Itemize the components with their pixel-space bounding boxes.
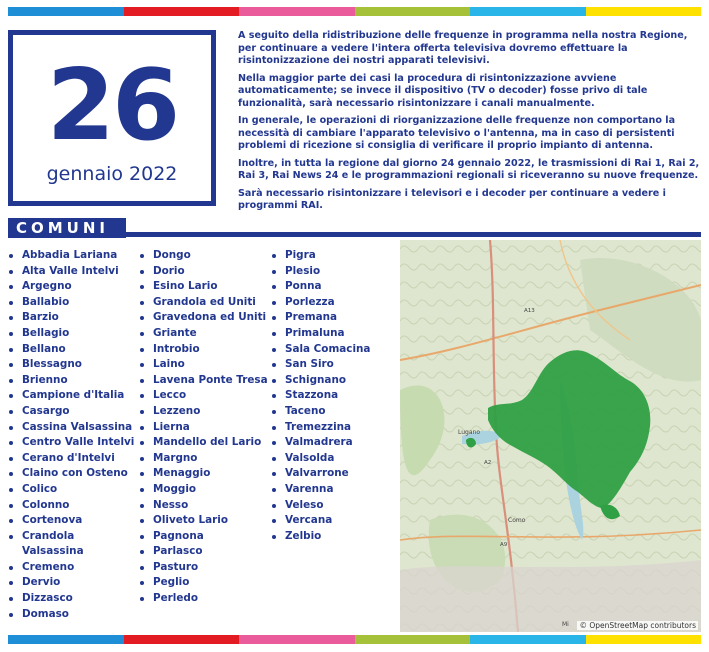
comune-item: Varenna — [271, 482, 370, 498]
comune-item: Lecco — [139, 388, 268, 404]
comuni-list-column-1 — [8, 248, 134, 622]
comune-item: Taceno — [271, 404, 370, 420]
comune-item: Dervio — [8, 575, 134, 591]
comune-item: San Siro — [271, 357, 370, 373]
map-label: A9 — [500, 542, 508, 548]
comuni-list-column-3 — [271, 248, 370, 544]
stripe-segment — [8, 635, 124, 644]
intro-paragraph: Inoltre, in tutta la regione dal giorno 24 gennaio 2022, le trasmissioni di Rai 1, Rai 2, Rai 3, Rai News 24 e le programmazioni regionali si riceveranno su nuove frequenze. — [238, 157, 700, 181]
bottom-color-stripe — [8, 635, 701, 644]
comuni-list-column-2 — [139, 248, 268, 607]
map-label: Lugano — [458, 429, 480, 436]
map-label: A13 — [524, 308, 535, 314]
comune-item: Dorio — [139, 264, 268, 280]
comune-item: Veleso — [271, 498, 370, 514]
comune-item: Margno — [139, 451, 268, 467]
comune-item: Perledo — [139, 591, 268, 607]
stripe-segment — [470, 635, 586, 644]
stripe-segment — [124, 7, 240, 16]
comune-item: Bellagio — [8, 326, 134, 342]
comune-item: Moggio — [139, 482, 268, 498]
stripe-segment — [124, 635, 240, 644]
comune-item: Bellano — [8, 342, 134, 358]
map-label: Como — [508, 517, 526, 524]
map-label: A2 — [484, 460, 492, 466]
comune-item: Cerano d'Intelvi — [8, 451, 134, 467]
comune-item: Griante — [139, 326, 268, 342]
comune-item: Grandola ed Uniti — [139, 295, 268, 311]
comuni-header — [8, 218, 701, 238]
comune-item: Dongo — [139, 248, 268, 264]
comune-item: Porlezza — [271, 295, 370, 311]
comune-item: Plesio — [271, 264, 370, 280]
comune-item: Gravedona ed Uniti — [139, 310, 268, 326]
comune-item: Ponna — [271, 279, 370, 295]
stripe-segment — [239, 7, 355, 16]
comune-item: Lierna — [139, 420, 268, 436]
comune-item: Campione d'Italia — [8, 388, 134, 404]
stripe-segment — [470, 7, 586, 16]
comune-item: Blessagno — [8, 357, 134, 373]
stripe-segment — [239, 635, 355, 644]
comune-item: Lavena Ponte Tresa — [139, 373, 268, 389]
date-box — [8, 30, 216, 206]
comune-item: Parlasco — [139, 544, 268, 560]
comune-item: Colico — [8, 482, 134, 498]
top-color-stripe — [8, 7, 701, 16]
header-rule — [126, 232, 701, 237]
comune-item: Stazzona — [271, 388, 370, 404]
comune-item: Valsolda — [271, 451, 370, 467]
intro-paragraph: A seguito della ridistribuzione delle frequenze in programma nella nostra Regione, per continuare a vedere l'intera offerta televisiva dovremo effettuare la risintonizzazione dei nostri apparati televisivi. — [238, 30, 688, 66]
comune-item: Primaluna — [271, 326, 370, 342]
comune-item: Alta Valle Intelvi — [8, 264, 134, 280]
comune-item: Casargo — [8, 404, 134, 420]
comune-item: Valmadrera — [271, 435, 370, 451]
date-month-year: gennaio 2022 — [46, 163, 178, 185]
stripe-segment — [586, 635, 702, 644]
map-label: Mi — [562, 621, 569, 628]
stripe-segment — [355, 7, 471, 16]
comune-item: Mandello del Lario — [139, 435, 268, 451]
stripe-segment — [8, 7, 124, 16]
intro-paragraph: Sarà necessario risintonizzare i televisori e i decoder per continuare a vedere i programmi RAI. — [238, 187, 666, 211]
comune-item: Tremezzina — [271, 420, 370, 436]
comune-item: Domaso — [8, 607, 134, 623]
comune-item: Ballabio — [8, 295, 134, 311]
intro-text — [238, 30, 700, 218]
map-graphic — [400, 240, 701, 632]
comune-item: Introbio — [139, 342, 268, 358]
comune-item: Pasturo — [139, 560, 268, 576]
stripe-segment — [355, 635, 471, 644]
comune-item: Schignano — [271, 373, 370, 389]
comune-item: Cortenova — [8, 513, 134, 529]
comune-item: Colonno — [8, 498, 134, 514]
date-day: 26 — [46, 49, 178, 163]
intro-paragraph: In generale, le operazioni di riorganizzazione delle frequenze non comportano la necessità di cambiare l'apparato televisivo o l'antenna, ma in caso di persistenti problemi di ricezione si consiglia di verificare il proprio impianto di antenna. — [238, 115, 676, 151]
comune-item: Crandola Valsassina — [8, 529, 122, 560]
comune-item: Esino Lario — [139, 279, 268, 295]
comune-item: Nesso — [139, 498, 268, 514]
coverage-map[interactable] — [400, 240, 701, 632]
comune-item: Claino con Osteno — [8, 466, 134, 482]
comune-item: Peglio — [139, 575, 268, 591]
comune-item: Abbadia Lariana — [8, 248, 134, 264]
comune-item: Pagnona — [139, 529, 268, 545]
comune-item: Barzio — [8, 310, 134, 326]
comune-item: Oliveto Lario — [139, 513, 268, 529]
comune-item: Dizzasco — [8, 591, 134, 607]
comune-item: Cremeno — [8, 560, 134, 576]
comune-item: Vercana — [271, 513, 370, 529]
comune-item: Premana — [271, 310, 370, 326]
comune-item: Lezzeno — [139, 404, 268, 420]
map-attribution[interactable]: © OpenStreetMap contributors — [579, 621, 696, 630]
comune-item: Cassina Valsassina — [8, 420, 134, 436]
stripe-segment — [586, 7, 702, 16]
comune-item: Centro Valle Intelvi — [8, 435, 134, 451]
comune-item: Pigra — [271, 248, 370, 264]
comune-item: Laino — [139, 357, 268, 373]
comune-item: Argegno — [8, 279, 134, 295]
comune-item: Valvarrone — [271, 466, 370, 482]
intro-paragraph: Nella maggior parte dei casi la procedura di risintonizzazione avviene automaticamente; se invece il dispositivo (TV o decoder) fosse privo di tale funzionalità, sarà necessario risintonizzare i canali manualmente. — [238, 72, 648, 109]
comune-item: Sala Comacina — [271, 342, 370, 358]
comune-item: Brienno — [8, 373, 134, 389]
comuni-title: COMUNI — [8, 218, 126, 238]
comune-item: Menaggio — [139, 466, 268, 482]
comune-item: Zelbio — [271, 529, 370, 545]
